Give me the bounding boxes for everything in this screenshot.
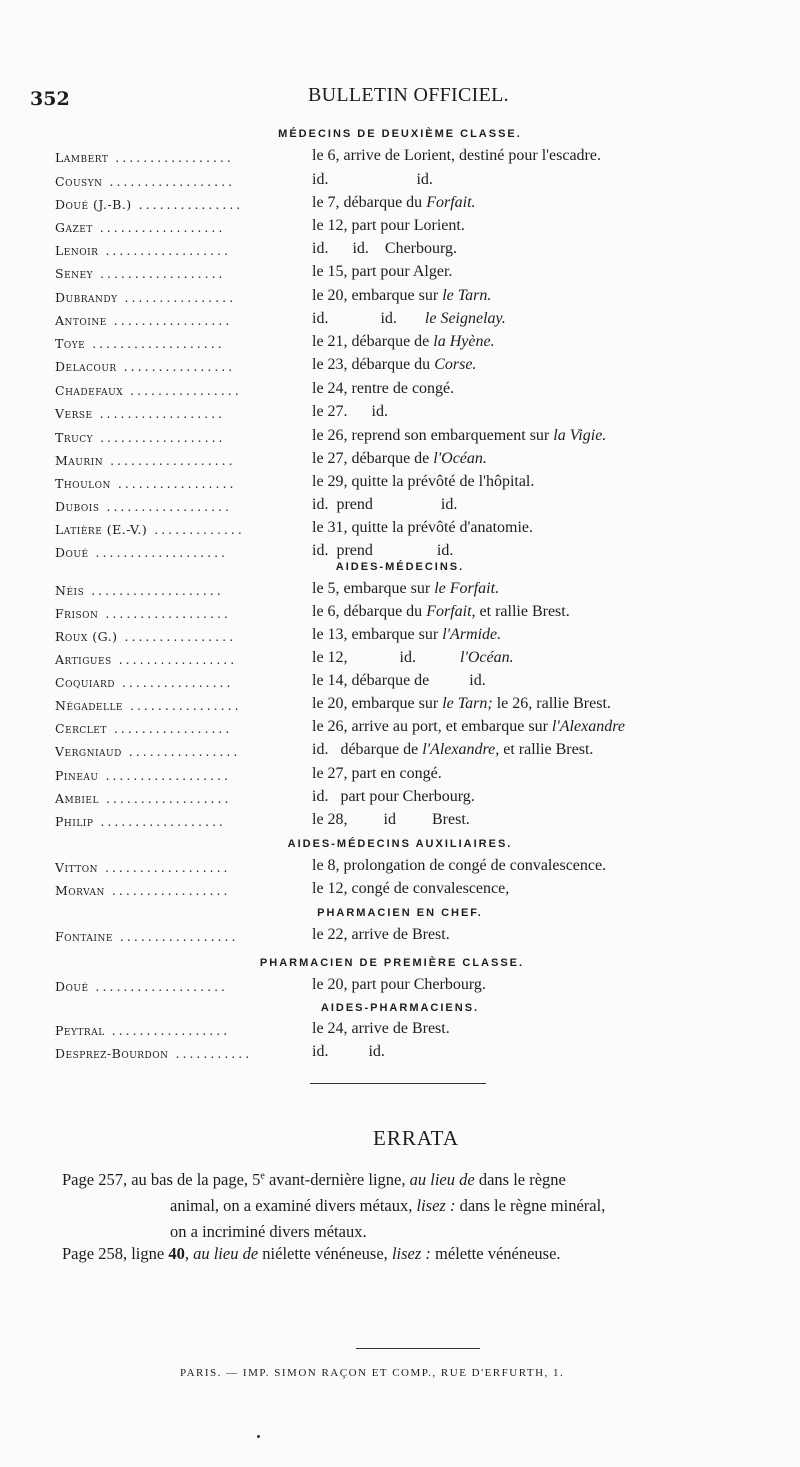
officer-name — [55, 522, 245, 537]
movement-entry — [312, 672, 486, 690]
leader-dots: .................. — [98, 791, 232, 806]
officer-name — [55, 336, 225, 351]
errata-text: 40 — [168, 1244, 185, 1263]
errata-line — [170, 1222, 367, 1242]
entry-text: le 21, débarque de — [312, 333, 434, 350]
officer-name — [55, 359, 235, 374]
entry-text: le 14, débarque de id. — [312, 672, 486, 689]
officer-name — [55, 1023, 230, 1038]
entry-text: le 24, rentre de congé. — [312, 380, 455, 397]
movement-entry — [312, 1043, 385, 1061]
officer-name-text: Dubois — [55, 499, 100, 514]
errata-text: lisez : — [391, 1244, 431, 1263]
entry-text: le 7, débarque du — [312, 194, 427, 211]
movement-entry — [312, 194, 476, 212]
ship-or-emphasis: l'Alexandre — [551, 718, 625, 735]
movement-entry — [312, 1020, 450, 1038]
errata-title: ERRATA — [373, 1126, 459, 1150]
officer-name-text: Gazet — [55, 220, 93, 235]
movement-entry — [312, 519, 533, 537]
leader-dots: .................. — [92, 220, 226, 235]
leader-dots: ........... — [168, 1046, 253, 1061]
officer-name-text: Néis — [55, 583, 85, 598]
movement-entry — [312, 788, 475, 806]
officer-name-text: Seney — [55, 266, 94, 281]
movement-entry — [312, 356, 476, 374]
running-title: BULLETIN OFFICIEL. — [308, 84, 509, 106]
officer-name — [55, 220, 225, 235]
officer-name-text: Verse — [55, 406, 93, 421]
leader-dots: ................. — [104, 883, 231, 898]
officer-name-text: Desprez-Bourdon — [55, 1046, 169, 1061]
officer-name-text: Cousyn — [55, 174, 103, 189]
errata-text: lisez : — [416, 1196, 456, 1215]
entry-text: le 24, arrive de Brest. — [312, 1020, 450, 1037]
officer-name — [55, 814, 226, 829]
officer-name-text: Artigues — [55, 652, 112, 667]
officer-name — [55, 1046, 252, 1061]
section-title: AIDES-MÉDECINS AUXILIAIRES. — [287, 838, 513, 850]
leader-dots: ................ — [117, 629, 237, 644]
entry-text: le 29, quitte la prévôté de l'hôpital. — [312, 473, 535, 490]
leader-dots: ................. — [106, 313, 233, 328]
movement-entry — [312, 240, 457, 258]
movement-entry — [312, 976, 486, 994]
officer-name — [55, 929, 238, 944]
entry-text: le 12, congé de convalescence, — [312, 880, 510, 897]
officer-name — [55, 698, 242, 713]
leader-dots: ................ — [123, 383, 242, 398]
entry-text: le 20, embarque sur — [312, 695, 443, 712]
entry-text: id. id. Cherbourg. — [312, 240, 458, 257]
movement-entry — [312, 427, 606, 445]
entry-text: le 27. id. — [312, 403, 388, 420]
movement-entry — [312, 147, 601, 165]
movement-entry — [312, 263, 452, 281]
entry-text: id. id. — [312, 1043, 385, 1060]
officer-name — [55, 883, 230, 898]
page-number: 352 — [30, 88, 70, 110]
officer-name-text: Frison — [55, 606, 99, 621]
officer-name — [55, 174, 235, 189]
officer-name — [55, 313, 232, 328]
ship-or-emphasis: Forfait. — [426, 194, 476, 211]
officer-name-text: Pineau — [55, 768, 99, 783]
entry-text: le 28, id Brest. — [312, 811, 470, 828]
officer-name-text: Doué — [55, 545, 89, 560]
leader-dots: .................. — [92, 406, 226, 421]
officer-name-text: Coquiard — [55, 675, 115, 690]
printer-imprint: PARIS. — IMP. SIMON RAÇON ET COMP., RUE D'ERFURTH, 1. — [180, 1367, 565, 1379]
officer-name — [55, 476, 236, 491]
officer-name — [55, 453, 236, 468]
officer-name — [55, 675, 234, 690]
officer-name — [55, 583, 224, 598]
entry-text: le 12, part pour Lorient. — [312, 217, 465, 234]
ship-or-emphasis: la Hyène. — [433, 333, 495, 350]
movement-entry — [312, 542, 453, 560]
entry-text: le 26, rallie Brest. — [492, 695, 611, 712]
movement-entry — [312, 171, 433, 189]
officer-name — [55, 406, 225, 421]
errata-text: dans le règne — [474, 1170, 566, 1189]
ship-or-emphasis: le Tarn; — [442, 695, 493, 712]
officer-name-text: Philip — [55, 814, 94, 829]
officer-name — [55, 266, 226, 281]
officer-name — [55, 430, 226, 445]
errata-text: dans le règne minéral, — [455, 1196, 606, 1215]
ship-or-emphasis: l'Alexandre, — [422, 741, 500, 758]
section-title: MÉDECINS DE DEUXIÈME CLASSE. — [278, 128, 522, 140]
movement-entry — [312, 496, 457, 514]
leader-dots: ............. — [147, 522, 245, 537]
errata-text: au lieu de — [409, 1170, 475, 1189]
leader-dots: ................ — [117, 290, 237, 305]
section-title: PHARMACIEN EN CHEF. — [317, 907, 483, 919]
officer-name-text: Cerclet — [55, 721, 107, 736]
errata-line — [62, 1244, 561, 1264]
entry-text: id. id. — [312, 171, 433, 188]
entry-text: le 31, quitte la prévôté d'anatomie. — [312, 519, 534, 536]
leader-dots: .................. — [103, 453, 236, 468]
ship-or-emphasis: le Tarn. — [442, 287, 492, 304]
movement-entry — [312, 450, 487, 468]
errata-text: niélette vénéneuse, — [258, 1244, 392, 1263]
leader-dots: ................. — [112, 929, 239, 944]
entry-text: le 23, débarque du — [312, 356, 435, 373]
movement-entry — [312, 333, 495, 351]
entry-text: le 22, arrive de Brest. — [312, 926, 450, 943]
leader-dots: ................. — [108, 150, 234, 165]
ship-or-emphasis: l'Armide. — [442, 626, 502, 643]
officer-name-text: Peytral — [55, 1023, 105, 1038]
errata-line — [170, 1196, 605, 1216]
officer-name-text: Doué — [55, 979, 89, 994]
errata-text: on a incriminé divers métaux. — [170, 1222, 367, 1241]
movement-entry — [312, 403, 388, 421]
entry-text: le 26, arrive au port, et embarque sur — [312, 718, 552, 735]
officer-name-text: Thoulon — [55, 476, 111, 491]
entry-text: le 13, embarque sur — [312, 626, 443, 643]
leader-dots: ................ — [121, 744, 241, 759]
errata-text: avant-dernière ligne, — [264, 1170, 410, 1189]
entry-text: le 5, embarque sur — [312, 580, 435, 597]
ship-or-emphasis: l'Océan. — [433, 450, 487, 467]
entry-text: le 6, débarque du — [312, 603, 427, 620]
leader-dots: ................... — [85, 336, 225, 351]
ship-or-emphasis: le Seignelay. — [424, 310, 506, 327]
section-title: AIDES-MÉDECINS. — [335, 561, 465, 573]
officer-name-text: Dubrandy — [55, 290, 118, 305]
movement-entry — [312, 765, 442, 783]
movement-entry — [312, 880, 509, 898]
officer-name-text: Antoine — [55, 313, 107, 328]
leader-dots: .................. — [99, 499, 232, 514]
entry-text: le 12, id. — [312, 649, 460, 666]
leader-dots: .................. — [98, 606, 231, 621]
officer-name-text: Fontaine — [55, 929, 113, 944]
leader-dots: ................ — [123, 698, 242, 713]
officer-name-text: Latière (E.-V.) — [55, 522, 148, 537]
officer-name-text: Lambert — [55, 150, 109, 165]
officer-name-text: Morvan — [55, 883, 105, 898]
officer-name — [55, 629, 236, 644]
leader-dots: ............... — [131, 197, 244, 212]
officer-name — [55, 545, 228, 560]
officer-name-text: Lenoir — [55, 243, 99, 258]
officer-name-text: Delacour — [55, 359, 117, 374]
errata-line — [62, 1170, 566, 1190]
officer-name — [55, 860, 231, 875]
movement-entry — [312, 741, 593, 759]
errata-text: e — [260, 1170, 265, 1182]
entry-text: le 8, prolongation de congé de convalescence. — [312, 857, 607, 874]
officer-name — [55, 791, 231, 806]
leader-dots: ................ — [114, 675, 234, 690]
section-divider — [310, 1083, 486, 1084]
movement-entry — [312, 380, 454, 398]
officer-name-text: Vergniaud — [55, 744, 122, 759]
officer-name — [55, 383, 242, 398]
errata-text: mélette vénéneuse. — [430, 1244, 561, 1263]
officer-name-text: Chadefaux — [55, 383, 124, 398]
leader-dots: .................. — [98, 860, 231, 875]
officer-name — [55, 979, 228, 994]
officer-name — [55, 744, 240, 759]
entry-text: et rallie Brest. — [499, 741, 594, 758]
section-title: PHARMACIEN DE PREMIÈRE CLASSE. — [259, 957, 525, 969]
leader-dots: .................. — [93, 266, 226, 281]
movement-entry — [312, 217, 465, 235]
leader-dots: .................. — [98, 768, 231, 783]
errata-text: Page 257, au bas de la page, 5 — [62, 1170, 261, 1189]
movement-entry — [312, 811, 470, 829]
entry-text: id. débarque de — [312, 741, 423, 758]
officer-name-text: Négadelle — [55, 698, 124, 713]
movement-entry — [312, 649, 514, 667]
ship-or-emphasis: le Forfait. — [434, 580, 500, 597]
entry-text: le 15, part pour Alger. — [312, 263, 453, 280]
officer-name — [55, 768, 231, 783]
officer-name — [55, 290, 236, 305]
officer-name — [55, 721, 232, 736]
errata-text: Page 258, ligne — [62, 1244, 169, 1263]
movement-entry — [312, 695, 611, 713]
movement-entry — [312, 603, 570, 621]
movement-entry — [312, 473, 534, 491]
entry-text: le 20, embarque sur — [312, 287, 443, 304]
movement-entry — [312, 718, 625, 736]
ink-dot — [257, 1435, 260, 1438]
movement-entry — [312, 287, 491, 305]
ship-or-emphasis: Corse. — [434, 356, 477, 373]
errata-text: , — [184, 1244, 194, 1263]
officer-name — [55, 499, 232, 514]
officer-name — [55, 197, 243, 212]
leader-dots: ................... — [88, 545, 229, 560]
ship-or-emphasis: l'Océan. — [460, 649, 514, 666]
ship-or-emphasis: la Vigie. — [553, 427, 607, 444]
entry-text: le 6, arrive de Lorient, destiné pour l'escadre. — [312, 147, 601, 164]
officer-name-text: Maurin — [55, 453, 104, 468]
leader-dots: .................. — [93, 430, 226, 445]
footer-divider — [356, 1348, 480, 1349]
entry-text: le 27, part en congé. — [312, 765, 442, 782]
movement-entry — [312, 626, 501, 644]
officer-name-text: Doué (J.-B.) — [55, 197, 132, 212]
entry-text: id. part pour Cherbourg. — [312, 788, 475, 805]
entry-text: le 26, reprend son embarquement sur — [312, 427, 554, 444]
leader-dots: ................. — [110, 476, 237, 491]
errata-text: au lieu de — [193, 1244, 259, 1263]
movement-entry — [312, 310, 506, 328]
officer-name — [55, 150, 234, 165]
officer-name-text: Vitton — [55, 860, 99, 875]
leader-dots: ................. — [106, 721, 233, 736]
entry-text: le 20, part pour Cherbourg. — [312, 976, 486, 993]
officer-name-text: Toye — [55, 336, 86, 351]
leader-dots: .................. — [102, 174, 236, 189]
leader-dots: ................... — [88, 979, 229, 994]
section-title: AIDES-PHARMACIENS. — [320, 1002, 480, 1014]
entry-text: id. prend id. — [312, 496, 458, 513]
leader-dots: ................. — [111, 652, 238, 667]
movement-entry — [312, 857, 606, 875]
leader-dots: .................. — [98, 243, 231, 258]
officer-name-text: Ambiel — [55, 791, 99, 806]
entry-text: et rallie Brest. — [475, 603, 570, 620]
officer-name — [55, 606, 231, 621]
errata-text: animal, on a examiné divers métaux, — [170, 1196, 417, 1215]
officer-name — [55, 243, 231, 258]
entry-text: id. id. — [312, 310, 425, 327]
leader-dots: ................. — [104, 1023, 231, 1038]
leader-dots: ................ — [116, 359, 236, 374]
entry-text: id. prend id. — [312, 542, 454, 559]
officer-name-text: Trucy — [55, 430, 94, 445]
ship-or-emphasis: Forfait, — [426, 603, 476, 620]
leader-dots: .................. — [93, 814, 226, 829]
movement-entry — [312, 580, 499, 598]
movement-entry — [312, 926, 450, 944]
leader-dots: ................... — [84, 583, 224, 598]
officer-name-text: Roux (G.) — [55, 629, 118, 644]
officer-name — [55, 652, 237, 667]
entry-text: le 27, débarque de — [312, 450, 434, 467]
